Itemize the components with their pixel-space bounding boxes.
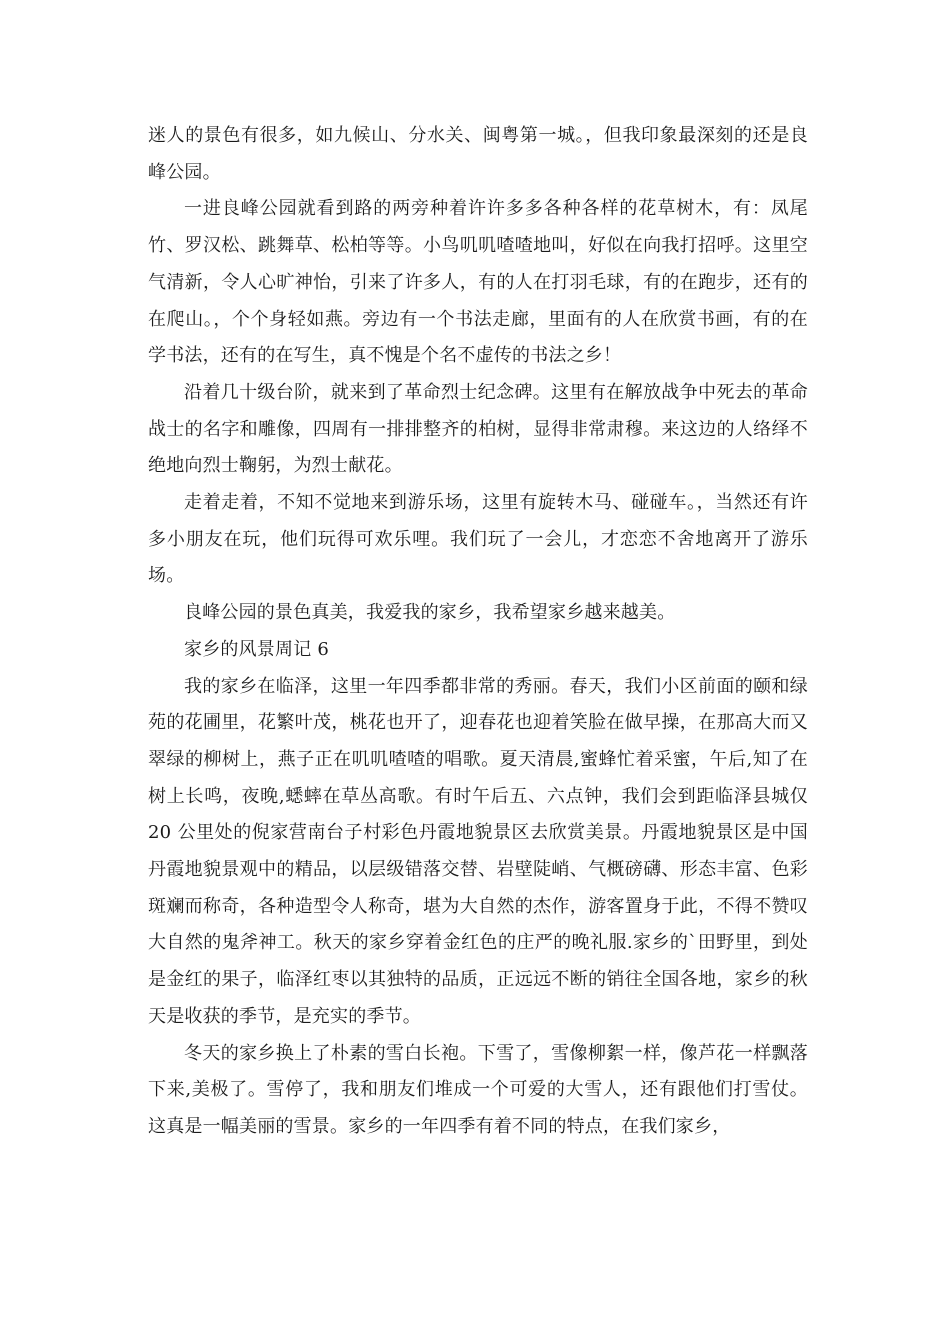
section-heading: 家乡的风景周记 6 [184,638,329,660]
paragraph-park-entrance: 一进良峰公园就看到路的两旁种着许许多多各种各样的花草树木，有：凤尾竹、罗汉松、跳舞草、松柏等等。小鸟叽叽喳喳地叫，好似在向我打招呼。这里空气清新，令人心旷神怡，引来了许多人，有的人在打羽毛球，有的在跑步，还有的在爬山。，个个身轻如燕。旁边有一个书法走廊，里面有的人在欣赏书画，有的在学书法，还有的在写生，真不愧是个名不虚传的书法之乡！ [148,198,808,367]
paragraph-amusement-park: 走着走着，不知不觉地来到游乐场，这里有旋转木马、碰碰车。，当然还有许多小朋友在玩，他们玩得可欢乐哩。我们玩了一会儿，才恋恋不舍地离开了游乐场。 [148,492,808,587]
paragraph-martyrs-monument: 沿着几十级台阶，就来到了革命烈士纪念碑。这里有在解放战争中死去的革命战士的名字和雕像，四周有一排排整齐的柏树，显得非常肃穆。来这边的人络绎不绝地向烈士鞠躬，为烈士献花。 [148,381,808,477]
paragraph-intro-continued: 迷人的景色有很多，如九候山、分水关、闽粤第一城。，但我印象最深刻的还是良峰公园。 [148,125,808,183]
paragraph-linze-seasons: 我的家乡在临泽，这里一年四季都非常的秀丽。春天，我们小区前面的颐和绿苑的花圃里，花繁叶茂，桃花也开了，迎春花也迎着笑脸在做早操，在那高大而又翠绿的柳树上，燕子正在叽叽喳喳的唱歌。夏天清晨,蜜蜂忙着采蜜，午后,知了在树上长鸣，夜晚,蟋蟀在草丛高歌。有时午后五、六点钟，我们会到距临泽县城仅 20 公里处的倪家营南台子村彩色丹霞地貌景区去欣赏美景。丹霞地貌景区是中国丹霞地貌景观中的精品，以层级错落交替、岩壁陡峭、气概磅礴、形态丰富、色彩斑斓而称奇，各种造型令人称奇，堪为大自然的杰作，游客置身于此，不得不赞叹大自然的鬼斧神工。秋天的家乡穿着金红色的庄严的晚礼服.家乡的`田野里，到处是金红的果子，临泽红枣以其独特的品质，正远远不断的销往全国各地，家乡的秋天是收获的季节，是充实的季节。 [148,675,808,1027]
document-page [148,118,808,1146]
paragraph-conclusion: 良峰公园的景色真美，我爱我的家乡，我希望家乡越来越美。 [184,602,676,624]
paragraph-winter: 冬天的家乡换上了朴素的雪白长袍。下雪了，雪像柳絮一样，像芦花一样飘落下来,美极了。雪停了，我和朋友们堆成一个可爱的大雪人，还有跟他们打雪仗。这真是一幅美丽的雪景。家乡的一年四季有着不同的特点，在我们家乡， [148,1042,808,1137]
